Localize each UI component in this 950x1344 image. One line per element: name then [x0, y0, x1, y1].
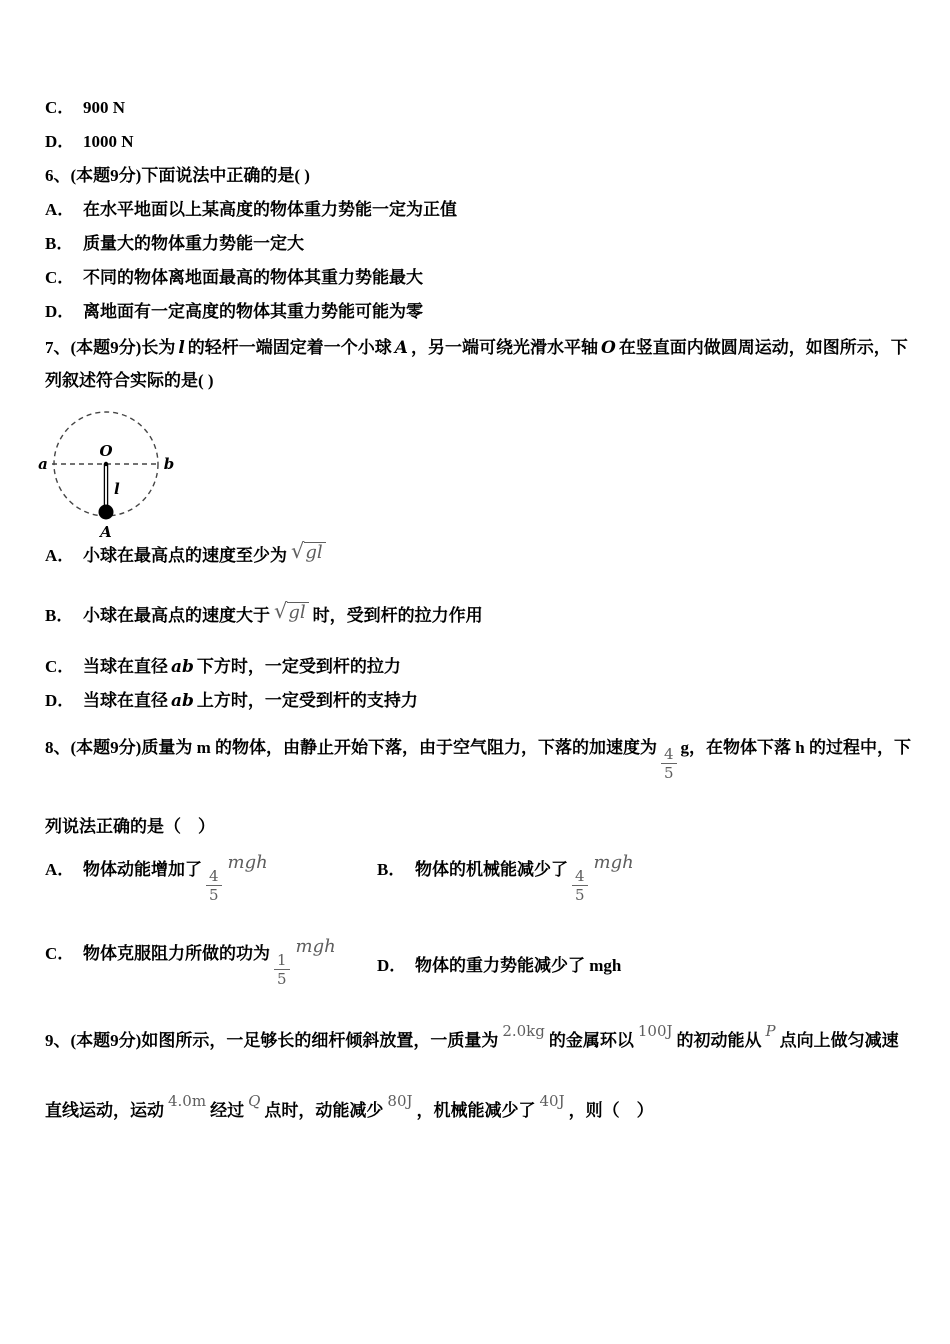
stem-text: 6、(本题9分)下面说法中正确的是( ): [45, 166, 310, 185]
fraction-numerator: 4: [661, 746, 677, 764]
variable-mgh: mgh: [295, 936, 336, 957]
option-letter: A．: [45, 860, 75, 879]
option-text: 物体克服阻力所做的功为: [83, 944, 270, 963]
stem-text: ，另一端可绕光滑水平轴: [411, 338, 598, 357]
variable-ab: ab: [171, 657, 194, 677]
option-text: 质量大的物体重力势能一定大: [83, 234, 304, 253]
stem-text: 在竖直面内做圆周运动，如图所示，下: [618, 338, 908, 357]
radicand: gl: [287, 602, 308, 622]
stem-text: 直线运动，运动: [45, 1101, 164, 1120]
option-letter: D．: [45, 302, 75, 321]
question-7-stem-line2: [45, 370, 214, 392]
point-p: P: [765, 1022, 776, 1040]
question-9-stem-line2: [45, 1092, 654, 1122]
prev-question-option-c: [45, 97, 125, 119]
radicand: gl: [304, 542, 325, 562]
pivot-dot: [104, 462, 108, 466]
stem-text: ，则（ ）: [568, 1101, 654, 1120]
question-8-option-d: [377, 955, 621, 977]
stem-text: g，在物体下落 h 的过程中，下: [680, 738, 911, 757]
variable-o: O: [601, 338, 616, 358]
option-text: 小球在最高点的速度至少为: [83, 546, 287, 565]
option-text: 不同的物体离地面最高的物体其重力势能最大: [83, 268, 423, 287]
option-text: 物体的重力势能减少了 mgh: [415, 956, 622, 975]
value-initial-kinetic-energy: 100J: [637, 1022, 673, 1040]
option-text: 小球在最高点的速度大于: [83, 606, 270, 625]
value-mass: 2.0kg: [502, 1022, 545, 1040]
stem-text: 列叙述符合实际的是( ): [45, 371, 214, 390]
question-6-option-c: [45, 267, 423, 289]
question-6-option-d: [45, 301, 423, 323]
option-letter: A．: [45, 546, 75, 565]
fraction-numerator: 1: [274, 952, 290, 970]
radical-sign: √: [291, 539, 305, 563]
variable-l: l: [178, 338, 185, 358]
question-7-option-a: [45, 539, 330, 569]
stem-text: 8、(本题9分)质量为 m 的物体，由静止开始下落，由于空气阻力，下落的加速度为: [45, 738, 657, 757]
option-letter: D．: [45, 132, 75, 151]
question-9-stem-line1: [45, 1022, 899, 1052]
figure-label-l: l: [114, 480, 120, 498]
stem-text: 列说法正确的是（ ）: [45, 817, 215, 836]
ball: [99, 505, 114, 520]
option-letter: A．: [45, 200, 75, 219]
question-7-stem-line1: [45, 337, 908, 359]
figure-label-b: b: [163, 455, 175, 473]
question-6-stem: [45, 165, 310, 187]
fraction-numerator: 4: [206, 868, 222, 886]
question-8-option-c: [45, 936, 336, 988]
question-7-option-d: [45, 690, 418, 712]
stem-text: 点向上做匀减速: [779, 1031, 899, 1050]
stem-text: 经过: [210, 1101, 245, 1120]
point-q: Q: [248, 1092, 261, 1110]
figure-label-a: a: [38, 455, 48, 473]
stem-text: 点时，动能减少: [264, 1101, 384, 1120]
option-text: 下方时，一定受到杆的拉力: [196, 657, 401, 676]
variable-mgh: mgh: [227, 852, 268, 873]
question-6-option-b: [45, 233, 304, 255]
fraction-denominator: 5: [209, 886, 219, 904]
option-text: 物体动能增加了: [83, 860, 202, 879]
stem-text: 的初动能从: [676, 1031, 762, 1050]
fraction-denominator: 5: [575, 886, 585, 904]
value-distance: 4.0m: [168, 1092, 207, 1110]
option-text: 1000 N: [83, 132, 134, 151]
question-8-option-b: [377, 852, 634, 904]
question-6-option-a: [45, 199, 457, 221]
question-7-option-c: [45, 656, 401, 678]
stem-text: ，机械能减少了: [416, 1101, 536, 1120]
fraction-4-5: [206, 868, 222, 903]
fraction-denominator: 5: [663, 764, 674, 782]
stem-text: 的金属环以: [548, 1031, 634, 1050]
option-letter: C．: [45, 944, 75, 963]
value-kinetic-energy-loss: 80J: [387, 1092, 413, 1110]
question-8-stem-line2: [45, 816, 215, 838]
question-8-option-a: [45, 852, 268, 904]
fraction-4-5: [661, 746, 677, 781]
variable-ab: ab: [171, 691, 194, 711]
option-letter: C．: [45, 657, 75, 676]
option-letter: B．: [45, 606, 74, 625]
question-8-stem-line1: [45, 737, 911, 781]
option-letter: D．: [377, 956, 407, 975]
figure-label-o: O: [99, 442, 113, 460]
prev-question-option-d: [45, 131, 134, 153]
fraction-numerator: 4: [572, 868, 588, 886]
option-text: 900 N: [83, 98, 126, 117]
stem-text: 9、(本题9分)如图所示，一足够长的细杆倾斜放置，一质量为: [45, 1031, 499, 1050]
option-letter: D．: [45, 691, 75, 710]
option-text: 当球在直径: [83, 691, 168, 710]
fraction-denominator: 5: [277, 970, 287, 988]
option-letter: C．: [45, 268, 75, 287]
stem-text: 7、(本题9分)长为: [45, 338, 176, 357]
option-text: 在水平地面以上某高度的物体重力势能一定为正值: [83, 200, 457, 219]
fraction-1-5: [274, 952, 290, 987]
sqrt-gl-formula: [274, 599, 309, 623]
option-text: 时，受到杆的拉力作用: [312, 606, 483, 625]
fraction-4-5: [572, 868, 588, 903]
option-text: 上方时，一定受到杆的支持力: [196, 691, 418, 710]
circular-motion-diagram: [30, 405, 185, 545]
radical-sign: √: [274, 599, 288, 623]
stem-text: 的轻杆一端固定着一个小球: [187, 338, 392, 357]
option-letter: B．: [377, 860, 406, 879]
variable-mgh: mgh: [593, 852, 634, 873]
variable-a: A: [394, 338, 408, 358]
figure-label-ball-a: A: [100, 523, 112, 541]
question-7-option-b: [45, 599, 483, 629]
option-letter: C．: [45, 98, 75, 117]
value-mechanical-energy-loss: 40J: [539, 1092, 565, 1110]
option-letter: B．: [45, 234, 74, 253]
question-7-figure: [30, 405, 185, 550]
sqrt-gl-formula: [291, 539, 326, 563]
option-text: 物体的机械能减少了: [415, 860, 568, 879]
option-text: 当球在直径: [83, 657, 168, 676]
option-text: 离地面有一定高度的物体其重力势能可能为零: [83, 302, 423, 321]
